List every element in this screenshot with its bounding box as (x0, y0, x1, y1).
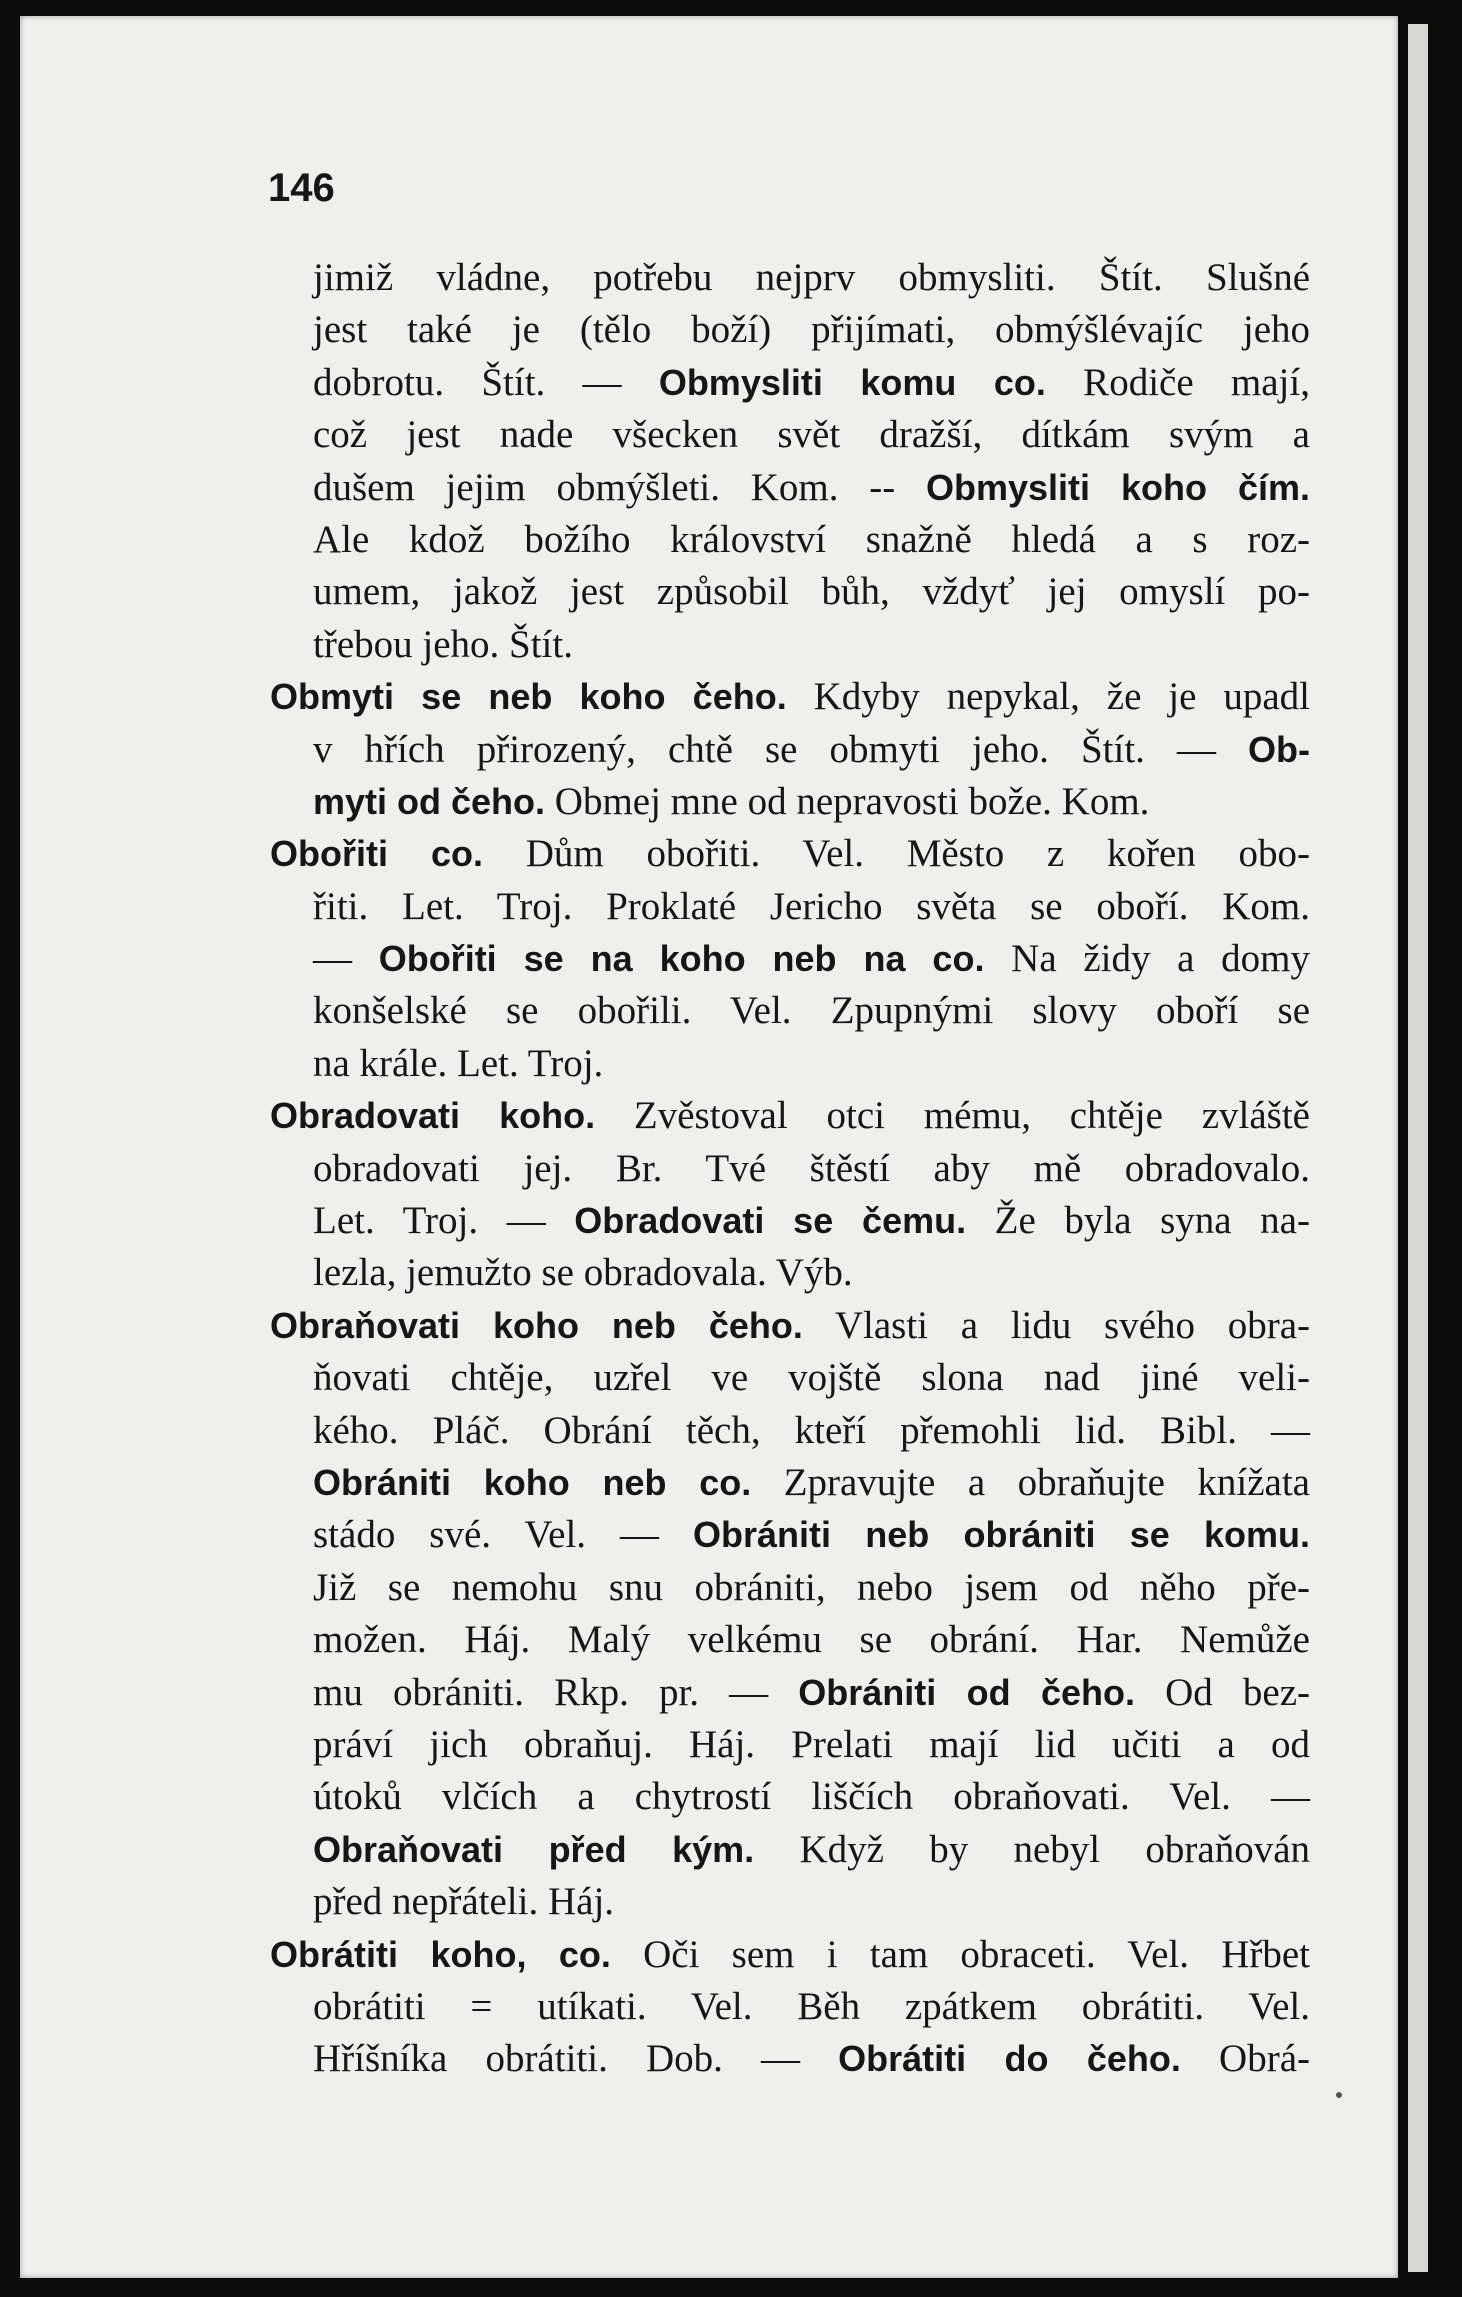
text-line (270, 985, 1310, 1037)
line-text: Dům obořiti. Vel. Město z kořen obo- (482, 832, 1310, 876)
headword: Obrániti od čeho. (798, 1671, 1136, 1713)
adjacent-page-edge (1408, 24, 1428, 2272)
text-line (270, 409, 1310, 461)
line-text: Obrá- (1180, 2037, 1311, 2081)
headword: Obrátiti koho, co. (270, 1933, 611, 1975)
text-line (270, 1509, 1310, 1561)
text-line (270, 1405, 1310, 1457)
line-text: jimiž vládne, potřebu nejprv obmysliti. Štít. Slušné (313, 256, 1310, 299)
text-line (270, 619, 1310, 671)
headword: Obořiti co. (270, 833, 483, 875)
text-line (270, 1457, 1310, 1509)
line-text: třebou jeho. Štít. (313, 622, 573, 666)
text-line (270, 1300, 1310, 1352)
text-line (270, 2033, 1310, 2085)
line-text: Let. Troj. — (313, 1199, 575, 1243)
headword: Obrániti koho neb co. (313, 1461, 752, 1503)
line-text: mu obrániti. Rkp. pr. — (313, 1670, 799, 1714)
line-text: Již se nemohu snu obrániti, nebo jsem od něho pře- (313, 1565, 1310, 1609)
line-text: umem, jakož jest způsobil bůh, vždyť jej omyslí po- (313, 570, 1310, 614)
line-text: Oči sem i tam obraceti. Vel. Hřbet (610, 1932, 1311, 1976)
line-text: dušem jejim obmýšleti. Kom. -- (313, 465, 926, 509)
headword: Ob- (1248, 728, 1310, 770)
line-text: lezla, jemužto se obradovala. Výb. (313, 1251, 853, 1295)
text-line (270, 1038, 1310, 1090)
text-line (270, 776, 1310, 828)
headword: myti od čeho. (313, 780, 546, 822)
line-text: což jest nade všecken svět dražší, dítkám svým a (313, 413, 1310, 457)
line-text: Obmej mne od nepravosti bože. Kom. (545, 779, 1150, 823)
text-line (270, 357, 1310, 409)
line-text: před nepřáteli. Háj. (313, 1880, 615, 1924)
text-line (270, 1562, 1310, 1614)
headword: Obmyti se neb koho čeho. (270, 676, 787, 718)
text-line (270, 1090, 1310, 1142)
line-text: kého. Pláč. Obrání těch, kteří přemohli lid. Bibl. — (313, 1408, 1310, 1452)
line-text: jest také je (tělo boží) přijímati, obmýšlévajíc jeho (313, 308, 1310, 352)
headword: Obradovati koho. (270, 1095, 596, 1137)
text-line (270, 1876, 1310, 1928)
text-line (270, 828, 1310, 880)
line-text: Zpravujte a obraňujte knížata (751, 1460, 1310, 1504)
line-text: Na židy a domy (984, 937, 1311, 981)
text-line (270, 1667, 1310, 1719)
line-text: možen. Háj. Malý velkému se obrání. Har. Nemůže (313, 1618, 1310, 1662)
text-line (270, 1981, 1310, 2033)
line-text: Od bez- (1135, 1670, 1310, 1714)
headword: Obradovati se čemu. (574, 1200, 967, 1242)
ink-speck (1336, 2092, 1342, 2098)
text-line (270, 1195, 1310, 1247)
text-line (270, 252, 1310, 304)
headword: Obmysliti komu co. (658, 361, 1046, 403)
headword: Obraňovati koho neb čeho. (270, 1304, 803, 1346)
text-line (270, 671, 1310, 723)
text-line (270, 462, 1310, 514)
text-line (270, 304, 1310, 356)
line-text: konšelské se obořili. Vel. Zpupnými slovy oboří se (313, 989, 1310, 1033)
text-line (270, 724, 1310, 776)
dictionary-text (270, 252, 1310, 2086)
line-text: ňovati chtěje, uzřel ve vojště slona nad jiné veli- (313, 1356, 1310, 1400)
text-line (270, 881, 1310, 933)
headword: Obraňovati před kým. (313, 1828, 755, 1870)
text-line (270, 1143, 1310, 1195)
headword: Obořiti se na koho neb na co. (378, 938, 985, 980)
line-text: Zvěstoval otci mému, chtěje zvláště (595, 1094, 1310, 1138)
text-line (270, 1614, 1310, 1666)
line-text: Že byla syna na- (966, 1199, 1310, 1243)
line-text: dobrotu. Štít. — (313, 360, 659, 404)
page-number: 146 (268, 166, 335, 210)
text-line (270, 1352, 1310, 1404)
text-line (270, 1719, 1310, 1771)
line-text: Ale kdož božího království snažně hledá a s roz- (313, 517, 1310, 561)
text-line (270, 1247, 1310, 1299)
headword: Obrátiti do čeho. (838, 2038, 1181, 2080)
text-line (270, 1929, 1310, 1981)
line-text: Vlasti a lidu svého obra- (802, 1303, 1310, 1347)
line-text: Kdyby nepykal, že je upadl (786, 675, 1310, 719)
book-page (20, 16, 1398, 2278)
line-text: stádo své. Vel. — (313, 1513, 694, 1557)
line-text: práví jich obraňuj. Háj. Prelati mají lid učiti a od (313, 1722, 1310, 1766)
line-text: Rodiče mají, (1045, 360, 1310, 404)
text-line (270, 933, 1310, 985)
text-line (270, 1771, 1310, 1823)
line-text: obrátiti = utíkati. Vel. Běh zpátkem obrátiti. Vel. (313, 1984, 1310, 2028)
line-text: řiti. Let. Troj. Proklaté Jericho světa se oboří. Kom. (313, 884, 1310, 928)
line-text: Když by nebyl obraňován (754, 1827, 1311, 1871)
line-text: na krále. Let. Troj. (313, 1041, 604, 1085)
line-text: v hřích přirozený, chtě se obmyti jeho. Štít. — (313, 727, 1249, 771)
line-text: obradovati jej. Br. Tvé štěstí aby mě obradovalo. (313, 1146, 1310, 1190)
text-line (270, 514, 1310, 566)
line-text: — (313, 937, 379, 981)
headword: Obmysliti koho čím. (925, 466, 1310, 508)
text-line (270, 566, 1310, 618)
line-text: Hříšníka obrátiti. Dob. — (313, 2037, 839, 2081)
headword: Obrániti neb obrániti se komu. (693, 1514, 1310, 1556)
line-text: útoků vlčích a chytrostí liščích obraňovati. Vel. — (313, 1775, 1310, 1819)
text-line (270, 1824, 1310, 1876)
